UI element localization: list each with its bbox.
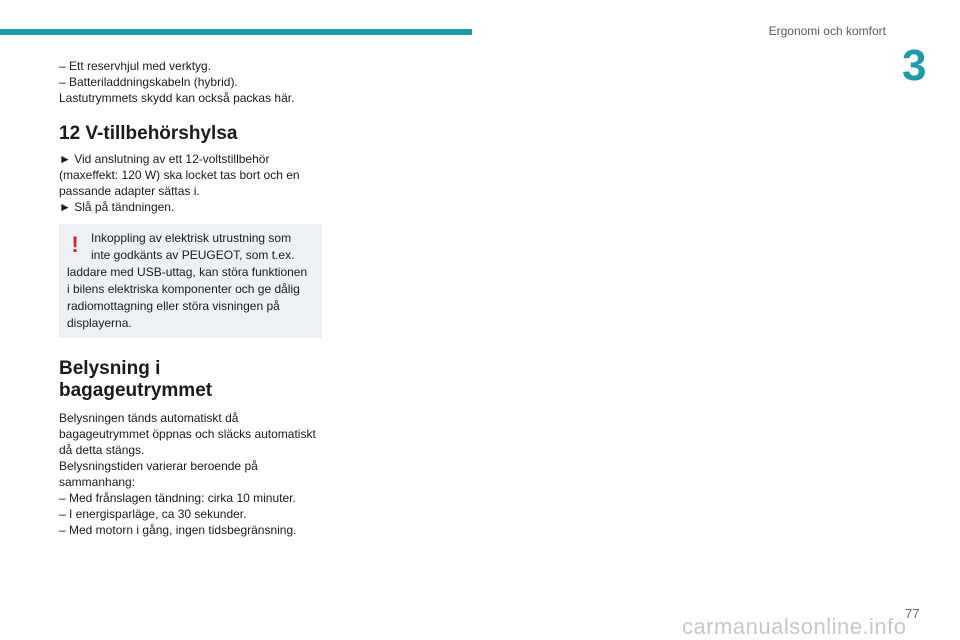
header-accent-bar (0, 29, 472, 35)
section-body-boot-lighting (59, 410, 325, 538)
body-line: – Med motorn i gång, ingen tidsbegränsning. (59, 523, 297, 537)
warning-line: Inkoppling av elektrisk utrustning som (91, 231, 292, 245)
warning-line: inte godkänts av PEUGEOT, som t.ex. (91, 248, 295, 262)
intro-text (59, 58, 325, 106)
body-line: sammanhang: (59, 475, 136, 489)
body-line: ► Vid anslutning av ett 12-voltstillbehör (59, 152, 270, 166)
body-line: – Med frånslagen tändning: cirka 10 minuter. (59, 491, 296, 505)
section-heading-12v-socket: 12 V-tillbehörshylsa (59, 123, 238, 144)
intro-line: – Ett reservhjul med verktyg. (59, 59, 212, 73)
warning-box (59, 224, 322, 338)
warning-line: laddare med USB-uttag, kan störa funktionen (67, 265, 308, 279)
heading-line: Belysning i (59, 358, 161, 379)
page-number: 77 (905, 606, 920, 621)
section-body-12v-socket (59, 151, 325, 215)
section-heading-boot-lighting (59, 358, 325, 402)
content-column (59, 58, 325, 538)
body-line: då detta stängs. (59, 443, 145, 457)
body-line: (maxeffekt: 120 W) ska locket tas bort och en (59, 168, 300, 182)
chapter-title: Ergonomi och komfort (768, 24, 886, 38)
body-line: ► Slå på tändningen. (59, 200, 175, 214)
exclamation-icon: ! (71, 232, 79, 257)
warning-line: radiomottagning eller störa visningen på (67, 299, 280, 313)
intro-line: Lastutrymmets skydd kan också packas här. (59, 91, 295, 105)
body-line: passande adapter sättas i. (59, 184, 200, 198)
body-line: Belysningen tänds automatiskt då (59, 411, 239, 425)
warning-line: i bilens elektriska komponenter och ge dålig (67, 282, 300, 296)
body-line: bagageutrymmet öppnas och släcks automatiskt (59, 427, 316, 441)
body-line: Belysningstiden varierar beroende på (59, 459, 258, 473)
chapter-number: 3 (902, 41, 927, 90)
body-line: – I energisparläge, ca 30 sekunder. (59, 507, 247, 521)
watermark-text: carmanualsonline.info (682, 614, 907, 639)
heading-line: bagageutrymmet (59, 380, 213, 401)
intro-line: – Batteriladdningskabeln (hybrid). (59, 75, 238, 89)
warning-line: displayerna. (67, 316, 132, 330)
